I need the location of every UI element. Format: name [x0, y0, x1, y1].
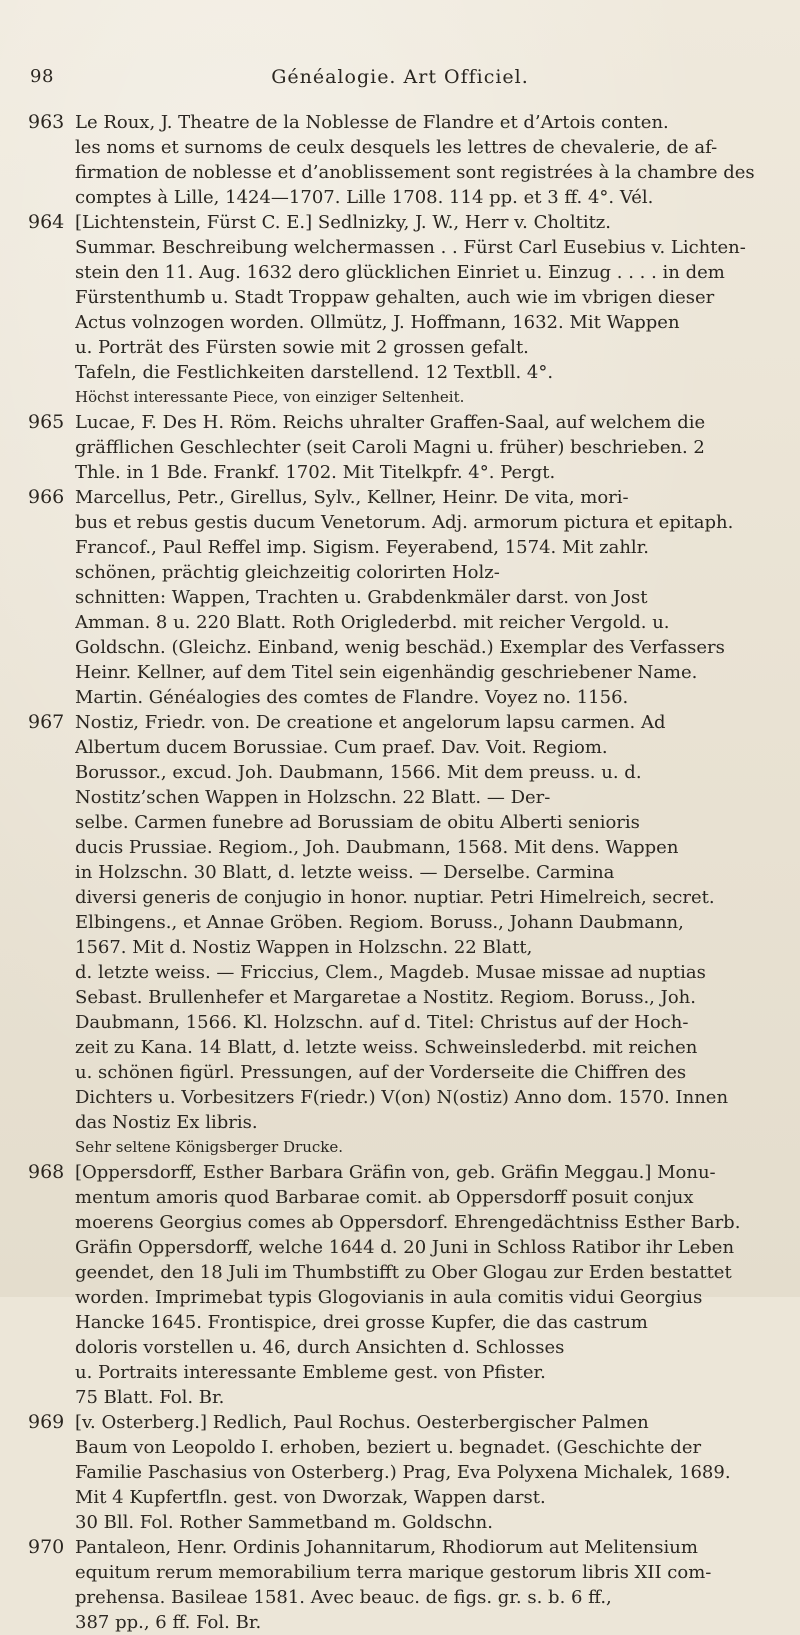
entry-line: d. letzte weiss. — Friccius, Clem., Magdeb. Musae missae ad nuptias	[75, 962, 706, 983]
entry-line: das Nostiz Ex libris.	[75, 1112, 258, 1133]
catalogue-entry	[28, 1535, 768, 1635]
entry-number: 963	[28, 111, 65, 133]
entry-line: Mit 4 Kupfertfln. gest. von Dworzak, Wappen darst.	[75, 1487, 546, 1508]
entry-line: Dichters u. Vorbesitzers F(riedr.) V(on) N(ostiz) Anno dom. 1570. Innen	[75, 1087, 729, 1108]
entry-line: Tafeln, die Festlichkeiten darstellend. 12 Textbll. 4°.	[75, 362, 554, 383]
entry-line: 30 Bll. Fol. Rother Sammetband m. Goldschn.	[75, 1512, 493, 1533]
entry-line: Borussor., excud. Joh. Daubmann, 1566. Mit dem preuss. u. d.	[75, 762, 642, 783]
entry-line: schnitten: Wappen, Trachten u. Grabdenkmäler darst. von Jost	[75, 587, 648, 608]
entry-line: u. Portraits interessante Embleme gest. von Pfister.	[75, 1362, 546, 1383]
entry-line: u. schönen figürl. Pressungen, auf der Vorderseite die Chiffren des	[75, 1062, 687, 1083]
entry-line: Nostiz, Friedr. von. De creatione et angelorum lapsu carmen. Ad	[75, 712, 666, 733]
entry-line: Nostitz’schen Wappen in Holzschn. 22 Blatt. — Der-	[75, 787, 551, 808]
entry-line: Martin. Généalogies des comtes de Flandre. Voyez no. 1156.	[75, 687, 629, 708]
entry-line: Amman. 8 u. 220 Blatt. Roth Origlederbd. mit reicher Vergold. u.	[75, 612, 670, 633]
entry-line: Marcellus, Petr., Girellus, Sylv., Kellner, Heinr. De vita, mori-	[75, 487, 629, 508]
entry-line: [Lichtenstein, Fürst C. E.] Sedlnizky, J. W., Herr v. Choltitz.	[75, 212, 612, 233]
entry-line: Goldschn. (Gleichz. Einband, wenig beschäd.) Exemplar des Verfassers	[75, 637, 725, 658]
entry-line: 1567. Mit d. Nostiz Wappen in Holzschn. 22 Blatt,	[75, 937, 533, 958]
entry-number: 965	[28, 411, 65, 433]
entry-line: schönen, prächtig gleichzeitig colorirten Holz-	[75, 562, 500, 583]
entry-line: Actus volnzogen worden. Ollmütz, J. Hoffmann, 1632. Mit Wappen	[75, 312, 680, 333]
page-header	[0, 60, 800, 100]
entry-line: Hancke 1645. Frontispice, drei grosse Kupfer, die das castrum	[75, 1312, 648, 1333]
catalogue-entry	[28, 485, 768, 710]
entry-number: 969	[28, 1411, 65, 1433]
entry-line: Gräfin Oppersdorff, welche 1644 d. 20 Juni in Schloss Ratibor ihr Leben	[75, 1237, 735, 1258]
running-head: Généalogie. Art Officiel.	[271, 66, 529, 88]
entry-line: Albertum ducem Borussiae. Cum praef. Dav. Voit. Regiom.	[75, 737, 608, 758]
entry-line: Francof., Paul Reffel imp. Sigism. Feyerabend, 1574. Mit zahlr.	[75, 537, 650, 558]
catalogue-entry	[28, 210, 768, 410]
entry-line: gräfflichen Geschlechter (seit Caroli Magni u. früher) beschrieben. 2	[75, 437, 705, 458]
entry-line: zeit zu Kana. 14 Blatt, d. letzte weiss. Schweinslederbd. mit reichen	[75, 1037, 698, 1058]
entry-line: selbe. Carmen funebre ad Borussiam de obitu Alberti senioris	[75, 812, 640, 833]
entry-number: 967	[28, 711, 65, 733]
entry-line: in Holzschn. 30 Blatt, d. letzte weiss. — Derselbe. Carmina	[75, 862, 615, 883]
entry-line: u. Porträt des Fürsten sowie mit 2 grossen gefalt.	[75, 337, 529, 358]
entry-line: ducis Prussiae. Regiom., Joh. Daubmann, 1568. Mit dens. Wappen	[75, 837, 679, 858]
entry-line: 387 pp., 6 ff. Fol. Br.	[75, 1612, 262, 1633]
entry-line: Heinr. Kellner, auf dem Titel sein eigenhändig geschriebener Name.	[75, 662, 698, 683]
entry-line: Baum von Leopoldo I. erhoben, beziert u. begnadet. (Geschichte der	[75, 1437, 702, 1458]
entry-line: comptes à Lille, 1424—1707. Lille 1708. 114 pp. et 3 ff. 4°. Vél.	[75, 187, 654, 208]
entry-line: Sebast. Brullenhefer et Margaretae a Nostitz. Regiom. Boruss., Joh.	[75, 987, 696, 1008]
entry-line: Daubmann, 1566. Kl. Holzschn. auf d. Titel: Christus auf der Hoch-	[75, 1012, 689, 1033]
entry-line: [v. Osterberg.] Redlich, Paul Rochus. Oesterbergischer Palmen	[75, 1412, 649, 1433]
catalogue-entry	[28, 1410, 768, 1535]
entry-number: 966	[28, 486, 65, 508]
entry-number: 968	[28, 1161, 65, 1183]
entry-line: Thle. in 1 Bde. Frankf. 1702. Mit Titelkpfr. 4°. Pergt.	[75, 462, 556, 483]
catalogue-entries	[28, 110, 768, 1635]
entry-note: Höchst interessante Piece, von einziger Seltenheit.	[75, 388, 465, 406]
entry-line: worden. Imprimebat typis Glogovianis in aula comitis vidui Georgius	[75, 1287, 703, 1308]
entry-line: [Oppersdorff, Esther Barbara Gräfin von, geb. Gräfin Meggau.] Monu-	[75, 1162, 716, 1183]
entry-line: firmation de noblesse et d’anoblissement sont registrées à la chambre des	[75, 162, 755, 183]
catalogue-entry	[28, 410, 768, 485]
entry-line: bus et rebus gestis ducum Venetorum. Adj. armorum pictura et epitaph.	[75, 512, 734, 533]
entry-line: doloris vorstellen u. 46, durch Ansichten d. Schlosses	[75, 1337, 565, 1358]
entry-line: 75 Blatt. Fol. Br.	[75, 1387, 225, 1408]
page-number: 98	[30, 66, 54, 87]
entry-line: Elbingens., et Annae Gröben. Regiom. Boruss., Johann Daubmann,	[75, 912, 684, 933]
entry-number: 970	[28, 1536, 65, 1558]
entry-line: moerens Georgius comes ab Oppersdorf. Ehrengedächtniss Esther Barb.	[75, 1212, 741, 1233]
entry-line: stein den 11. Aug. 1632 dero glücklichen Einriet u. Einzug . . . . in dem	[75, 262, 725, 283]
entry-line: Pantaleon, Henr. Ordinis Johannitarum, Rhodiorum aut Melitensium	[75, 1537, 698, 1558]
entry-line: les noms et surnoms de ceulx desquels les lettres de chevalerie, de af-	[75, 137, 718, 158]
entry-line: equitum rerum memorabilium terra marique gestorum libris XII com-	[75, 1562, 712, 1583]
entry-number: 964	[28, 211, 65, 233]
entry-line: diversi generis de conjugio in honor. nuptiar. Petri Himelreich, secret.	[75, 887, 715, 908]
entry-line: Summar. Beschreibung welchermassen . . Fürst Carl Eusebius v. Lichten-	[75, 237, 746, 258]
entry-line: mentum amoris quod Barbarae comit. ab Oppersdorff posuit conjux	[75, 1187, 694, 1208]
entry-line: Familie Paschasius von Osterberg.) Prag, Eva Polyxena Michalek, 1689.	[75, 1462, 731, 1483]
entry-note: Sehr seltene Königsberger Drucke.	[75, 1138, 343, 1156]
entry-line: Fürstenthumb u. Stadt Troppaw gehalten, auch wie im vbrigen dieser	[75, 287, 715, 308]
entry-line: prehensa. Basileae 1581. Avec beauc. de figs. gr. s. b. 6 ff.,	[75, 1587, 612, 1608]
entry-line: Le Roux, J. Theatre de la Noblesse de Flandre et d’Artois conten.	[75, 112, 669, 133]
catalogue-entry	[28, 710, 768, 1160]
catalogue-entry	[28, 110, 768, 210]
entry-line: geendet, den 18 Juli im Thumbstifft zu Ober Glogau zur Erden bestattet	[75, 1262, 732, 1283]
entry-line: Lucae, F. Des H. Röm. Reichs uhralter Graffen-Saal, auf welchem die	[75, 412, 706, 433]
catalogue-entry	[28, 1160, 768, 1410]
